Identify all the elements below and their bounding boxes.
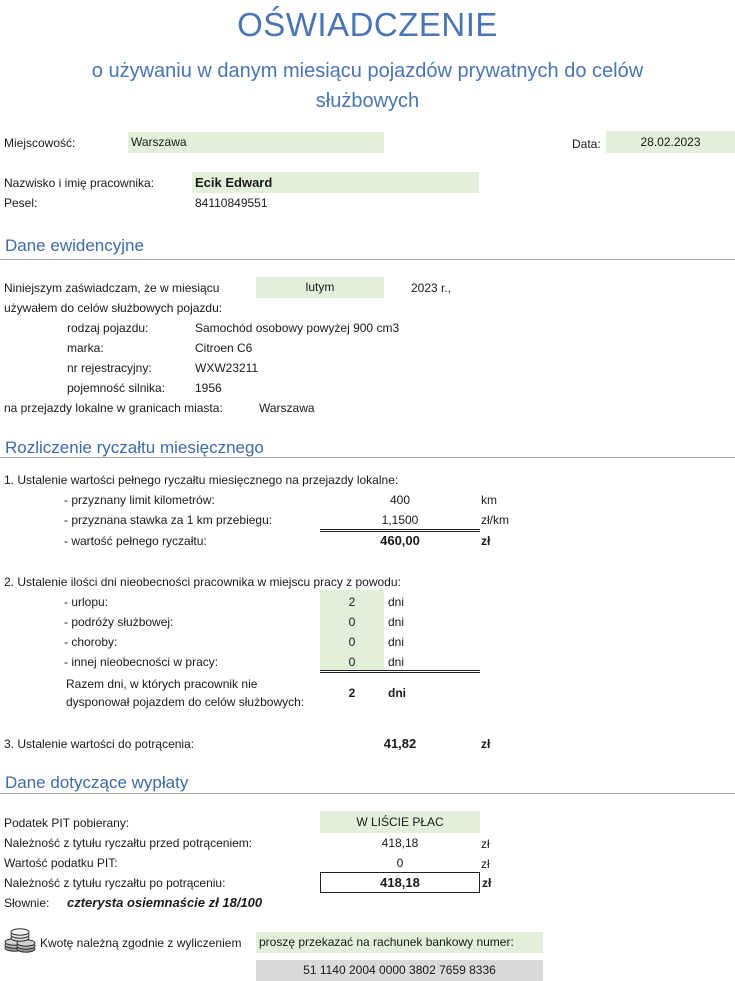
pit-field[interactable]: W LIŚCIE PŁAC (320, 811, 480, 833)
local-value: Warszawa (259, 401, 315, 415)
local-label: na przejazdy lokalne w granicach miasta: (4, 401, 223, 415)
part2-title: 2. Ustalenie ilości dni nieobecności pracownika w miejscu pracy z powodu: (4, 575, 401, 589)
vehicle-type-value: Samochód osobowy powyżej 900 cm3 (195, 321, 400, 335)
km-rate-value: 1,1500 (381, 513, 419, 527)
employee-name-field[interactable]: Ecik Edward (192, 172, 479, 193)
place-field[interactable]: Warszawa (128, 132, 384, 153)
before-deduction-label: Należność z tytułu ryczałtu przed potrąceniem: (4, 836, 253, 850)
engine-label: pojemność silnika: (67, 381, 166, 395)
absence-value[interactable]: 0 (348, 615, 356, 629)
tax-label: Wartość podatku PIT: (4, 856, 118, 870)
absence-value[interactable]: 0 (348, 655, 356, 669)
section-title-records: Dane ewidencyjne (5, 236, 144, 255)
after-deduction-label: Należność z tytułu ryczałtu po potrąceniu: (4, 876, 226, 890)
deduction-value: 41,82 (383, 736, 417, 751)
pesel-value: 84110849551 (195, 196, 268, 210)
section-divider (0, 793, 735, 794)
month-field[interactable]: lutym (256, 277, 384, 298)
full-lump-label: - wartość pełnego ryczałtu: (64, 534, 207, 548)
before-deduction-value: 418,18 (381, 836, 419, 850)
make-label: marka: (67, 341, 104, 355)
place-label: Miejscowość: (4, 136, 76, 150)
make-value: Citroen C6 (195, 341, 253, 355)
registration-label: nr rejestracyjny: (67, 361, 152, 375)
tax-value: 0 (396, 856, 404, 870)
km-limit-unit: km (481, 493, 497, 507)
year-text: 2023 r., (411, 281, 452, 295)
absence-unit: dni (388, 615, 405, 629)
before-deduction-unit: zł (481, 837, 490, 851)
bank-account-field[interactable]: 51 1140 2004 0000 3802 7659 8336 (256, 960, 543, 981)
absence-label: - innej nieobecności w pracy: (64, 655, 219, 669)
part3-title: 3. Ustalenie wartości do potrącenia: (4, 737, 195, 751)
section-divider (0, 259, 735, 260)
km-limit-value: 400 (389, 493, 411, 507)
after-deduction-value: 418,18 (320, 872, 480, 893)
section-divider (0, 457, 735, 458)
used-text: używałem do celów służbowych pojazdu: (4, 301, 223, 315)
absence-label: - choroby: (64, 635, 118, 649)
absence-label: - urlopu: (64, 595, 109, 609)
in-words-value: czterysta osiemnaście zł 18/100 (67, 895, 263, 910)
document-title: OŚWIADCZENIE (237, 6, 498, 43)
section-title-payout: Dane dotyczące wypłaty (5, 773, 189, 792)
total-days-value: 2 (348, 686, 356, 700)
absence-unit: dni (388, 635, 405, 649)
total-days-label-2: dysponował pojazdem do celów służbowych: (66, 695, 305, 709)
registration-value: WXW23211 (195, 361, 259, 375)
double-underline (320, 670, 480, 673)
full-lump-unit: zł (481, 534, 491, 548)
km-rate-unit: zł/km (481, 513, 509, 527)
km-rate-label: - przyznana stawka za 1 km przebiegu: (64, 513, 273, 527)
vehicle-type-label: rodzaj pojazdu: (67, 321, 149, 335)
transfer-label: Kwotę należną zgodnie z wyliczeniem (40, 936, 242, 950)
absence-value[interactable]: 2 (348, 595, 356, 609)
date-label: Data: (572, 137, 601, 151)
absence-value[interactable]: 0 (348, 635, 356, 649)
full-lump-value: 460,00 (380, 533, 420, 548)
engine-value: 1956 (195, 381, 222, 395)
km-limit-label: - przyznany limit kilometrów: (64, 493, 215, 507)
section-title-settlement: Rozliczenie ryczałtu miesięcznego (5, 438, 264, 457)
part1-title: 1. Ustalenie wartości pełnego ryczałtu miesięcznego na przejazdy lokalne: (4, 473, 399, 487)
absence-unit: dni (388, 655, 405, 669)
transfer-instruction: proszę przekazać na rachunek bankowy numer: (256, 932, 543, 953)
total-days-label-1: Razem dni, w których pracownik nie (66, 677, 258, 691)
double-underline (320, 529, 480, 532)
date-field[interactable]: 28.02.2023 (606, 131, 735, 153)
pit-label: Podatek PIT pobierany: (4, 816, 130, 830)
after-deduction-unit: zł (482, 876, 492, 890)
in-words-label: Słownie: (4, 896, 50, 910)
total-days-unit: dni (388, 686, 406, 700)
intro-text: Niniejszym zaświadczam, że w miesiącu (4, 281, 220, 295)
pesel-label: Pesel: (4, 196, 38, 210)
absence-label: - podróży służbowej: (64, 615, 174, 629)
document-subtitle: o używaniu w danym miesiącu pojazdów prywatnych do celów służbowych (91, 60, 644, 112)
deduction-unit: zł (481, 737, 491, 751)
absence-unit: dni (388, 595, 405, 609)
tax-unit: zł (481, 857, 490, 871)
employee-name-label: Nazwisko i imię pracownika: (4, 176, 155, 190)
coins-icon (3, 926, 37, 954)
